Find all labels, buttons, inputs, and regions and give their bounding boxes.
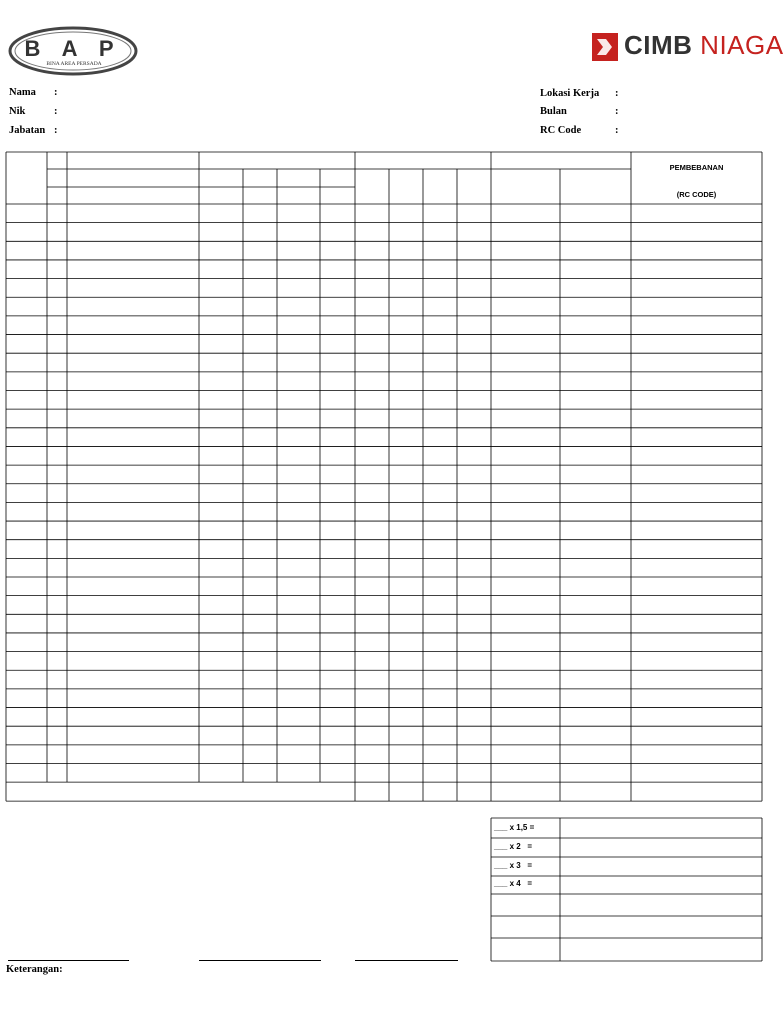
signature-line-2 xyxy=(199,960,321,961)
field-colon-nama: : xyxy=(54,87,58,98)
field-colon-lokasi-kerja: : xyxy=(615,88,619,99)
header-rc-code: (RC CODE) xyxy=(676,190,717,199)
cimb-logo-bold: CIMB xyxy=(624,30,693,60)
multiplier-2: ___ x 2 = xyxy=(494,842,533,851)
cimb-logo-light: NIAGA xyxy=(700,30,784,60)
signature-line-3 xyxy=(355,960,458,961)
field-label-lokasi-kerja: Lokasi Kerja xyxy=(540,88,600,99)
signature-line-1 xyxy=(8,960,129,961)
header-pembebanan: PEMBEBANAN xyxy=(669,163,724,172)
multiplier-1-5: ___ x 1,5 = xyxy=(494,823,535,832)
field-label-nama: Nama xyxy=(9,87,36,98)
bap-logo-letters: B A P xyxy=(24,36,122,61)
keterangan-label: Keterangan: xyxy=(6,964,63,975)
multiplier-3: ___ x 3 = xyxy=(494,861,533,870)
field-colon-bulan: : xyxy=(615,106,619,117)
field-colon-nik: : xyxy=(54,106,58,117)
field-label-jabatan: Jabatan xyxy=(9,125,46,136)
multiplier-4: ___ x 4 = xyxy=(494,879,533,888)
field-label-rc-code: RC Code xyxy=(540,125,582,136)
bap-logo-subtitle: BINA AREA PERSADA xyxy=(46,61,102,67)
field-label-bulan: Bulan xyxy=(540,106,567,117)
field-colon-jabatan: : xyxy=(54,125,58,136)
field-colon-rc-code: : xyxy=(615,125,619,136)
field-label-nik: Nik xyxy=(9,106,26,117)
